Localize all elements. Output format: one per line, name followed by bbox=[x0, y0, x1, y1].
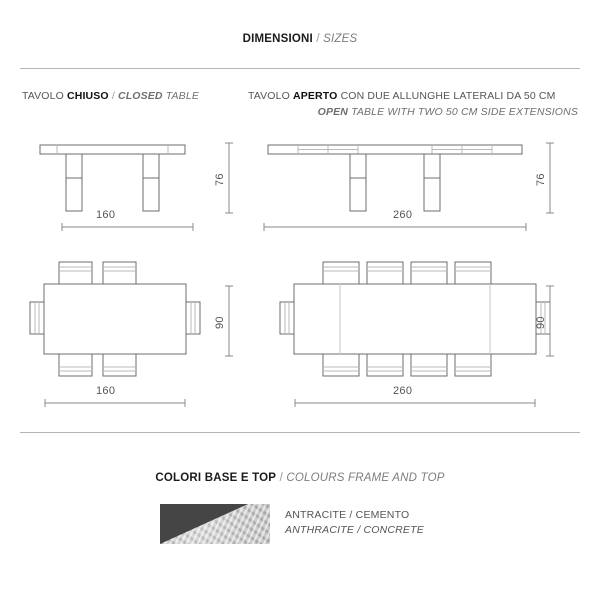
open-elevation-height-label: 76 bbox=[535, 173, 547, 186]
page-title bbox=[0, 33, 600, 45]
colours-title bbox=[0, 472, 600, 484]
closed-plan-drawing bbox=[30, 258, 200, 388]
open-heading-alt: TABLE WITH TWO 50 CM SIDE EXTENSIONS bbox=[351, 106, 578, 118]
open-heading-alt-bold: OPEN bbox=[317, 106, 349, 118]
open-plan-depth-label: 90 bbox=[535, 316, 547, 329]
closed-heading-alt: TABLE bbox=[165, 90, 199, 102]
colour-name-en: ANTHRACITE / CONCRETE bbox=[285, 524, 424, 536]
closed-plan-depth-label: 90 bbox=[214, 316, 226, 329]
colours-title-en: COLOURS FRAME AND TOP bbox=[286, 472, 445, 484]
closed-plan-width-dimension bbox=[30, 398, 200, 408]
closed-elevation-drawing bbox=[30, 138, 195, 218]
open-table-heading-line2 bbox=[248, 106, 578, 118]
open-elevation-width-dimension bbox=[262, 222, 528, 232]
closed-heading-alt-bold: CLOSED bbox=[118, 90, 163, 102]
divider-bottom bbox=[20, 432, 580, 433]
open-elevation-width-label: 260 bbox=[393, 209, 413, 221]
closed-heading-bold: CHIUSO bbox=[67, 90, 109, 102]
divider-top bbox=[20, 68, 580, 69]
closed-heading-separator: / bbox=[111, 90, 115, 102]
open-elevation-drawing bbox=[262, 138, 528, 218]
colour-swatch bbox=[160, 504, 270, 544]
open-table-heading-line1 bbox=[248, 90, 556, 102]
closed-elevation-width-dimension bbox=[30, 222, 195, 232]
open-plan-width-dimension bbox=[280, 398, 550, 408]
page-title-en: SIZES bbox=[323, 33, 358, 45]
open-plan-width-label: 260 bbox=[393, 385, 413, 397]
open-plan-drawing bbox=[280, 258, 550, 388]
open-heading-rest: CON DUE ALLUNGHE LATERALI DA 50 CM bbox=[340, 90, 556, 102]
closed-table-heading bbox=[22, 90, 199, 102]
closed-elevation-width-label: 160 bbox=[96, 209, 116, 221]
colours-title-it: COLORI BASE E TOP bbox=[155, 472, 277, 484]
closed-plan-width-label: 160 bbox=[96, 385, 116, 397]
open-heading-pre: TAVOLO bbox=[248, 90, 290, 102]
closed-elevation-height-label: 76 bbox=[214, 173, 226, 186]
page-title-it: DIMENSIONI bbox=[242, 33, 313, 45]
open-heading-bold: APERTO bbox=[293, 90, 338, 102]
colour-name-it: ANTRACITE / CEMENTO bbox=[285, 509, 410, 521]
page-title-separator: / bbox=[316, 33, 320, 45]
colours-title-separator: / bbox=[279, 472, 283, 484]
closed-heading-pre: TAVOLO bbox=[22, 90, 64, 102]
